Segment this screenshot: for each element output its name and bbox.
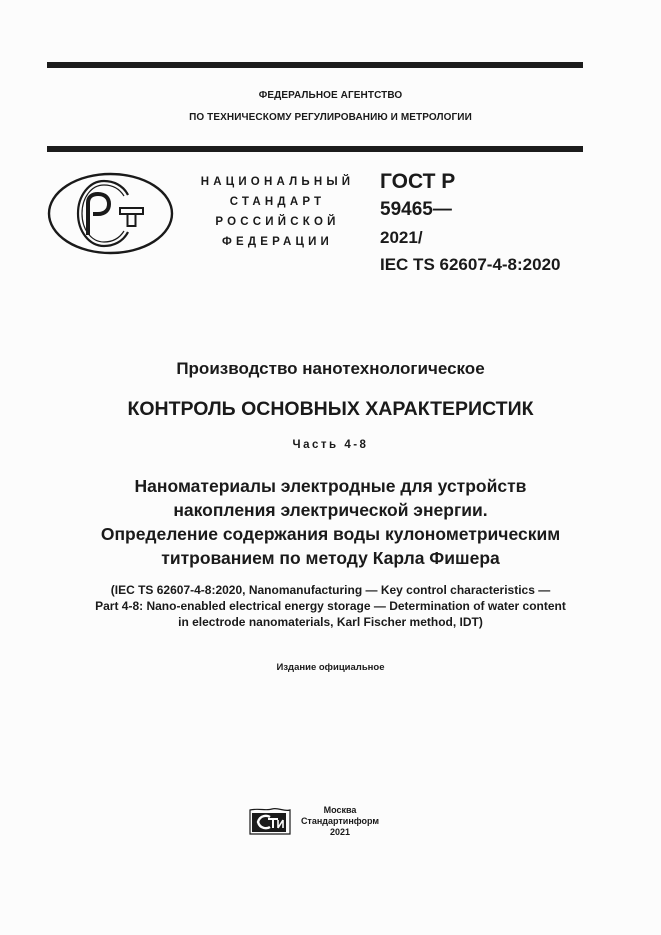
national-standard-line: РОССИЙСКОЙ bbox=[215, 216, 340, 228]
agency-line-1: ФЕДЕРАЛЬНОЕ АГЕНТСТВО bbox=[258, 90, 403, 101]
designation-number: 59465— bbox=[380, 199, 452, 220]
international-reference bbox=[0, 582, 661, 630]
edition-label: Издание официальное bbox=[276, 662, 385, 673]
publisher-year: 2021 bbox=[329, 827, 351, 837]
document-subtitle: Производство нанотехнологическое bbox=[176, 359, 485, 378]
title-line: накопления электрической энергии. bbox=[173, 500, 488, 520]
designation-year: 2021/ bbox=[380, 228, 423, 247]
designation-iec: IEC TS 62607-4-8:2020 bbox=[380, 255, 561, 274]
designation-gost: ГОСТ Р bbox=[380, 170, 456, 193]
document-main-title: КОНТРОЛЬ ОСНОВНЫХ ХАРАКТЕРИСТИК bbox=[127, 398, 534, 420]
intl-line: (IEC TS 62607-4-8:2020, Nanomanufacturing — Key control characteristics — bbox=[110, 583, 551, 597]
title-line: титрованием по методу Карла Фишера bbox=[161, 548, 500, 568]
intl-line: Part 4-8: Nano-enabled electrical energy storage — Determination of water content bbox=[95, 599, 566, 613]
title-line: Наноматериалы электродные для устройств bbox=[134, 476, 527, 496]
publisher-block bbox=[300, 805, 380, 838]
title-line: Определение содержания воды кулонометрическим bbox=[100, 524, 561, 544]
document-title bbox=[0, 474, 661, 570]
national-standard-line: ФЕДЕРАЦИИ bbox=[221, 236, 334, 248]
bottom-rule bbox=[47, 146, 583, 152]
agency-line-2: ПО ТЕХНИЧЕСКОМУ РЕГУЛИРОВАНИЮ И МЕТРОЛОГИИ bbox=[189, 112, 472, 123]
rst-logo-icon bbox=[47, 172, 174, 255]
document-part: Часть 4-8 bbox=[292, 439, 369, 451]
top-rule bbox=[47, 62, 583, 68]
publisher-city: Москва bbox=[323, 805, 357, 815]
intl-line: in electrode nanomaterials, Karl Fischer method, IDT) bbox=[178, 615, 483, 629]
standartinform-logo-icon bbox=[248, 806, 294, 836]
national-standard-line: СТАНДАРТ bbox=[229, 196, 326, 208]
national-standard-line: НАЦИОНАЛЬНЫЙ bbox=[200, 176, 355, 188]
publisher-name: Стандартинформ bbox=[300, 816, 380, 826]
standard-designation bbox=[380, 168, 561, 278]
national-standard-block bbox=[190, 172, 365, 252]
